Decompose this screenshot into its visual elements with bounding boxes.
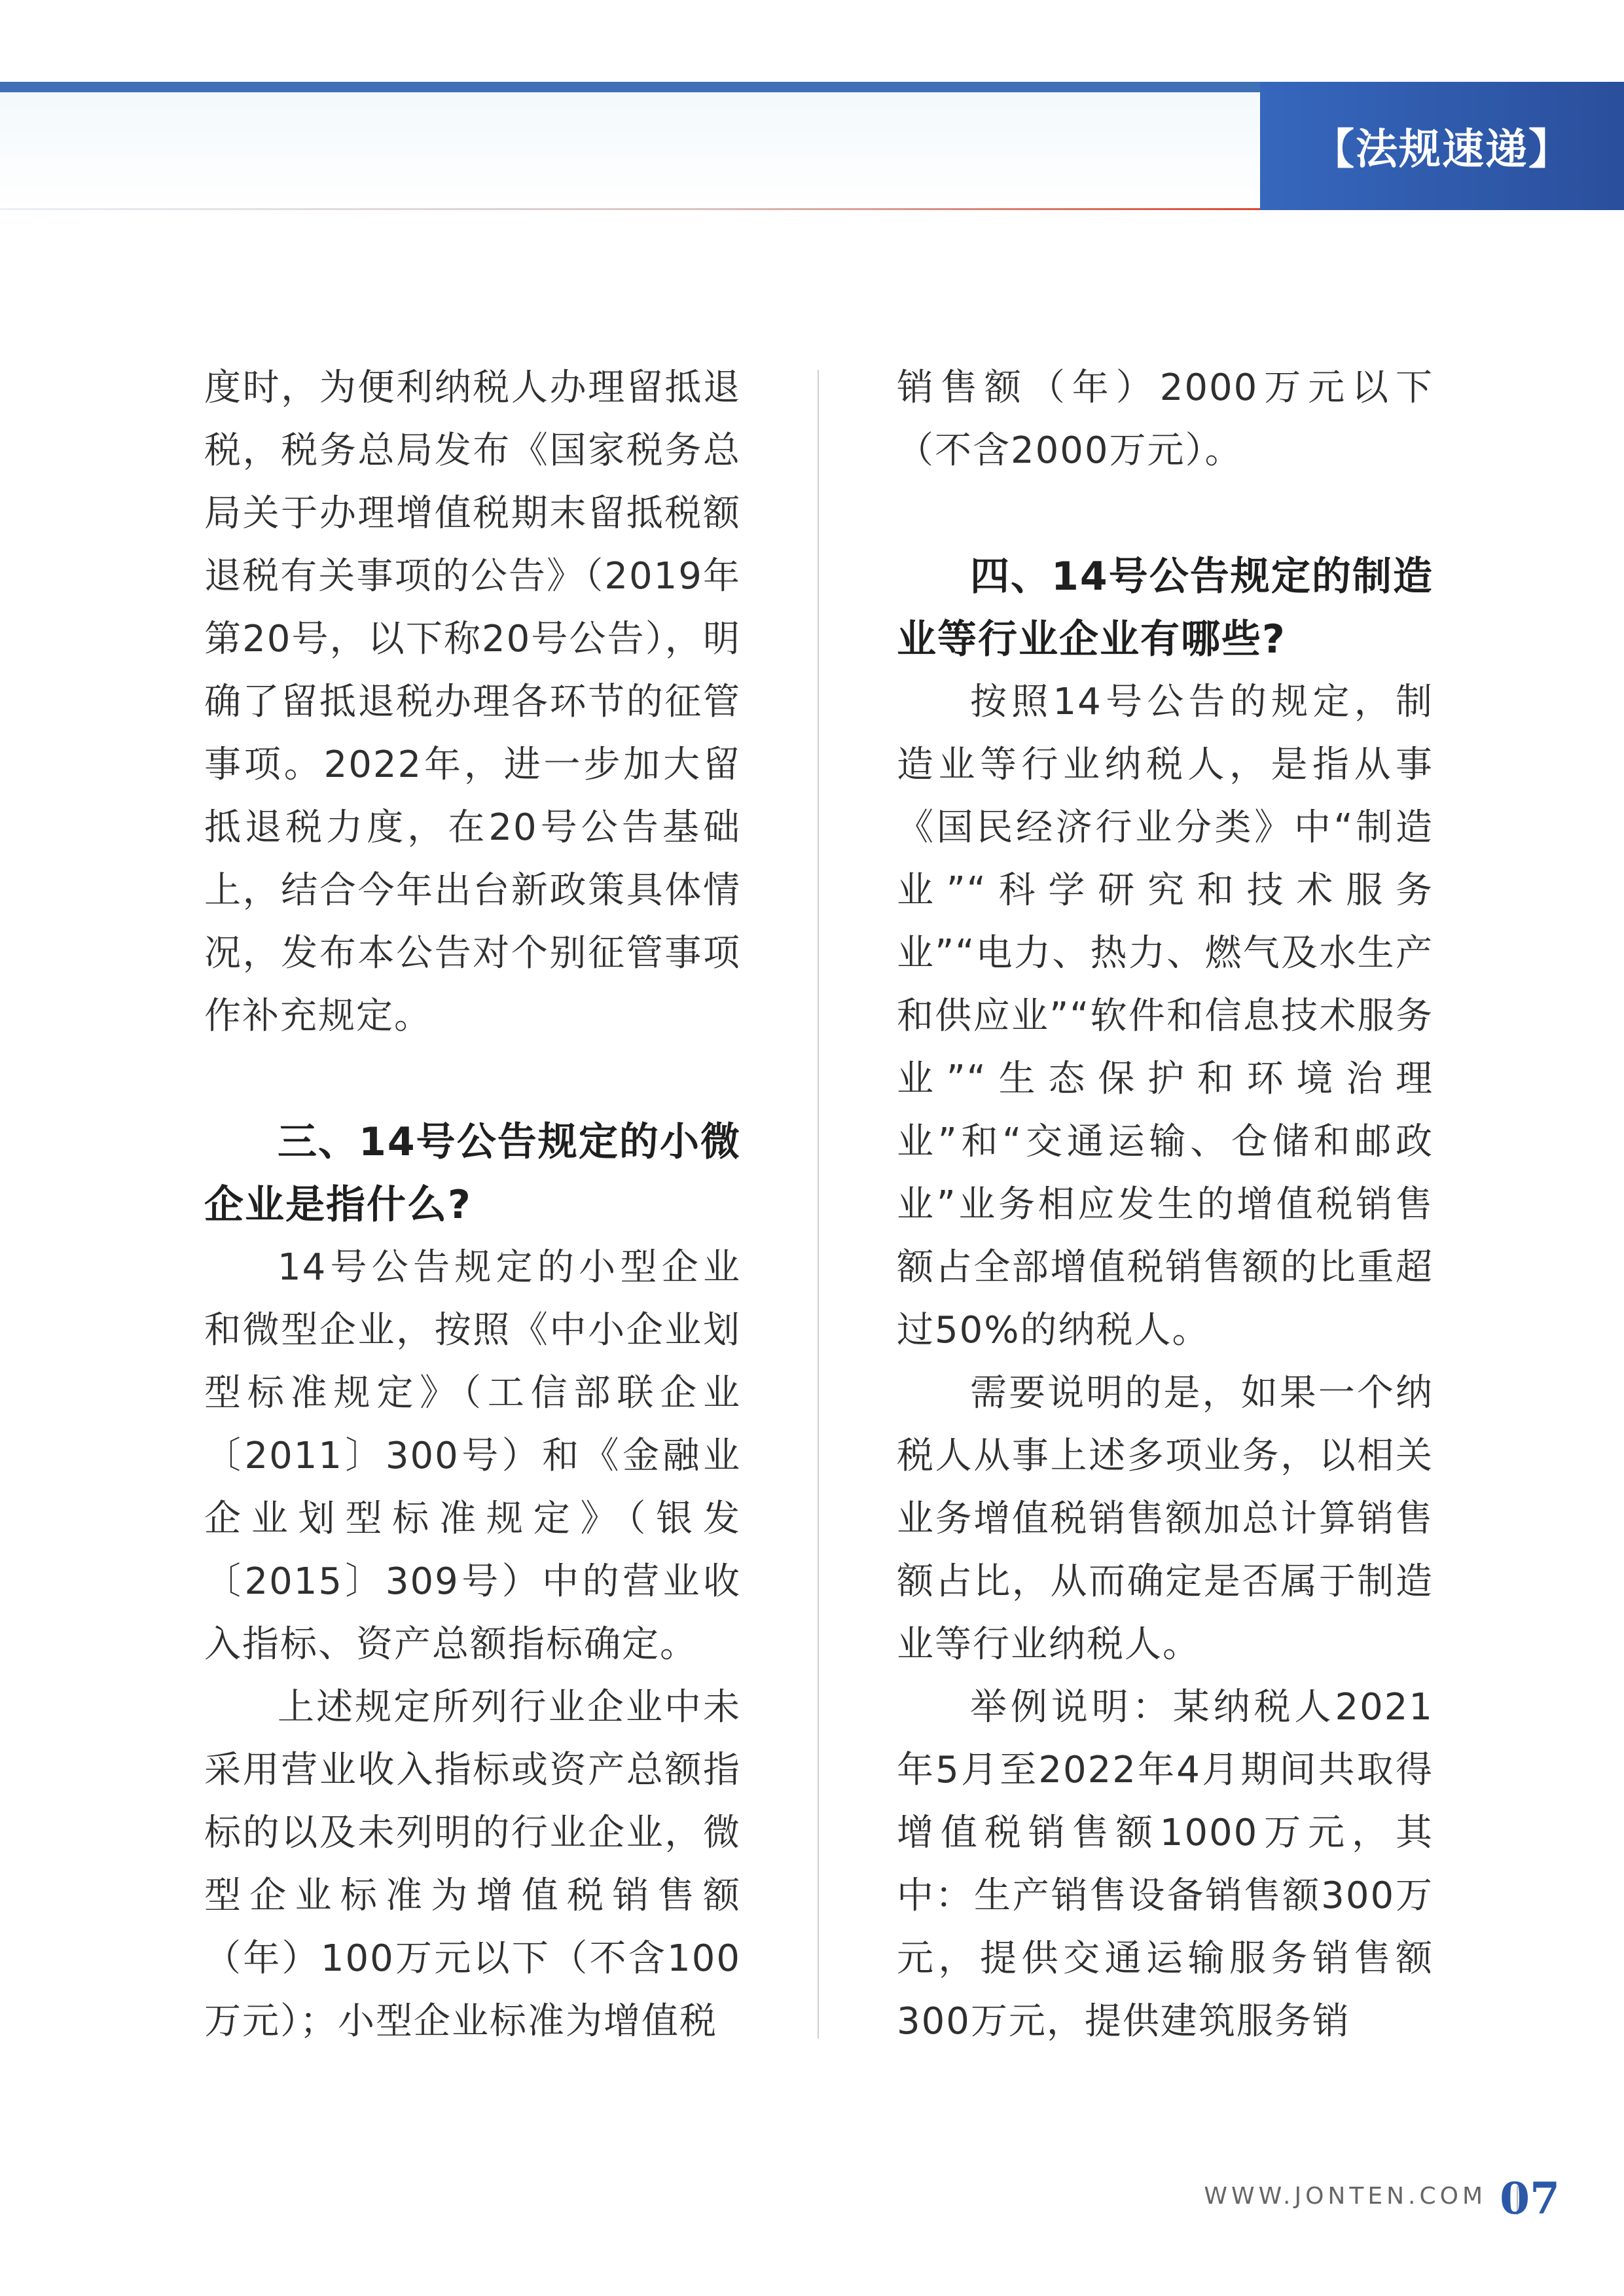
left-column <box>204 357 741 2053</box>
website-url[interactable]: WWW.JONTEN.COM <box>1204 2183 1487 2210</box>
paragraph: 举例说明：某纳税人2021年5月至2022年4月期间共取得增值税销售额1000万元，其中：生产销售设备销售额300万元，提供交通运输服务销售额300万元，提供建筑服务销 <box>897 1686 1434 2043</box>
header-top-line <box>0 82 1260 92</box>
right-column <box>897 357 1434 2053</box>
page-footer <box>1166 2160 1624 2225</box>
section-tag <box>1260 82 1624 210</box>
paragraph: 需要说明的是，如果一个纳税人从事上述多项业务，以相关业务增值税销售额加总计算销售额占比，从而确定是否属于制造业等行业纳税人。 <box>897 1372 1434 1666</box>
paragraph: 上述规定所列行业企业中未采用营业收入指标或资产总额指标的以及未列明的行业企业，微型企业标准为增值税销售额（年）100万元以下（不含100万元）；小型企业标准为增值税 <box>204 1686 741 2043</box>
paragraph: 销售额（年）2000万元以下（不含2000万元）。 <box>897 367 1434 472</box>
section-tag-label: 【法规速递】 <box>1312 125 1572 174</box>
paragraph: 按照14号公告的规定，制造业等行业纳税人，是指从事《国民经济行业分类》中“制造业”“科学研究和技术服务业”“电力、热力、燃气及水生产和供应业”“软件和信息技术服务业”“生态保护和环境治理业”和“交通运输、仓储和邮政业”业务相应发生的增值税销售额占全部增值税销售额的比重超过50%的纳税人。 <box>897 681 1434 1352</box>
paragraph: 度时，为便利纳税人办理留抵退税，税务总局发布《国家税务总局关于办理增值税期末留抵税额退税有关事项的公告》（2019年第20号，以下称20号公告），明确了留抵退税办理各环节的征管事项。2022年，进一步加大留抵退税力度，在20号公告基础上，结合今年出台新政策具体情况，发布本公告对个别征管事项作补充规定。 <box>204 367 741 1037</box>
header-accent-line <box>0 208 1260 210</box>
section-heading: 三、14号公告规定的小微企业是指什么? <box>204 1119 741 1228</box>
header-band <box>0 82 1260 210</box>
page-number: 07 <box>1500 2173 1560 2224</box>
section-heading: 四、14号公告规定的制造业等行业企业有哪些? <box>897 554 1434 662</box>
paragraph: 14号公告规定的小型企业和微型企业，按照《中小企业划型标准规定》（工信部联企业〔2011〕300号）和《金融业企业划型标准规定》（银发〔2015〕309号）中的营业收入指标、资产总额指标确定。 <box>204 1246 741 1666</box>
column-divider <box>818 370 819 2039</box>
